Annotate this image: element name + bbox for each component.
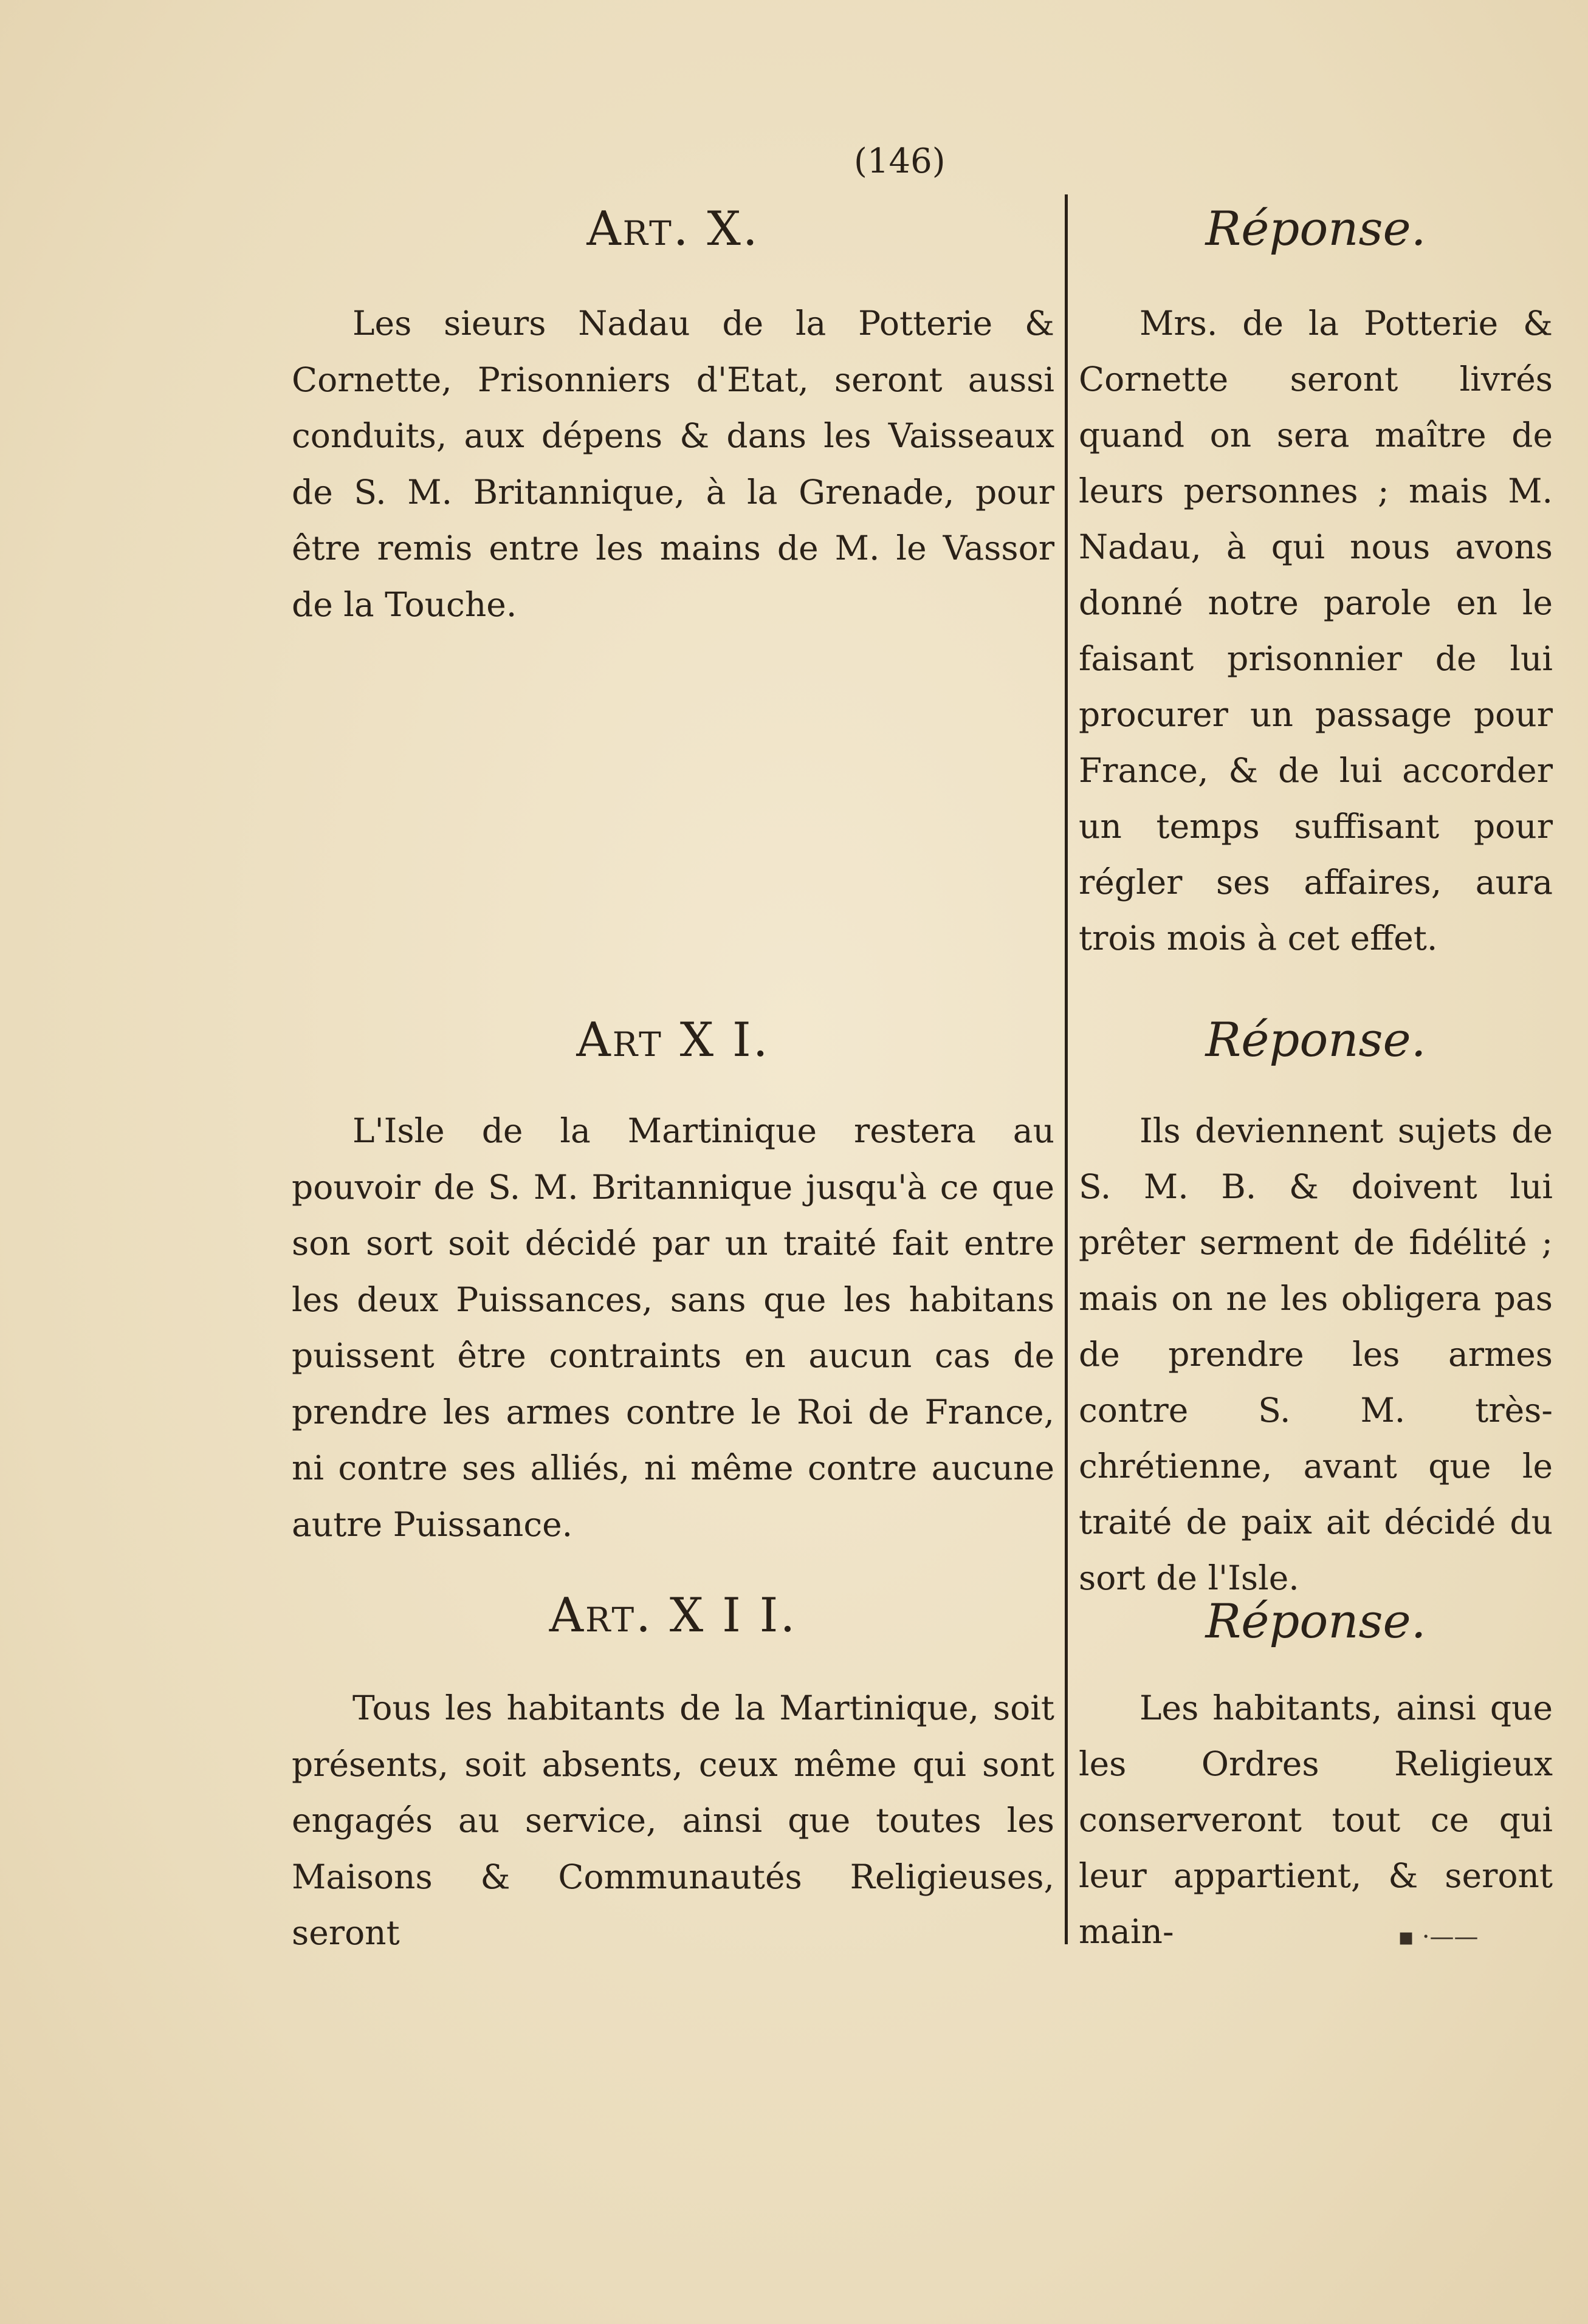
- articles-column: [292, 182, 1054, 1956]
- reply-11-heading: Réponse.: [1205, 1013, 1426, 1068]
- article-11-text: L'Isle de la Martinique restera au pouvoir de S. M. Britannique jusqu'à ce que son sort soit décidé par un traité fait entre les deux Puissances, sans que les habitans puissent être contraints en aucun cas de prendre les armes contre le Roi de France, ni contre ses alliés, ni même contre aucune autre Puissance.: [292, 1111, 1054, 1544]
- reply-10-heading: Réponse.: [1205, 202, 1426, 256]
- page-number: (146): [854, 142, 946, 181]
- column-divider: [1065, 194, 1068, 1944]
- reply-10-text: Mrs. de la Potterie & Cornette seront livrés quand on sera maître de leurs personnes ; mais M. Nadau, à qui nous avons donné notre parole en le faisant prisonnier de lui procurer un passage pour France, & de lui accorder un temps suffisant pour régler ses affaires, aura trois mois à cet effet.: [1079, 304, 1553, 958]
- reply-12-text: Les habitants, ainsi que les Ordres Religieux conserveront tout ce qui leur appartient, & seront main-: [1079, 1688, 1553, 1951]
- article-11-heading: Art X I.: [576, 1013, 770, 1068]
- reply-12-heading: Réponse.: [1205, 1594, 1426, 1649]
- replies-column: [1079, 182, 1553, 1956]
- reply-11-text: Ils deviennent sujets de S. M. B. & doivent lui prêter serment de fidélité ; mais on ne les obligera pas de prendre les armes contre S. M. très-chrétienne, avant que le traité de paix ait décidé du sort de l'Isle.: [1079, 1111, 1553, 1597]
- article-10-text: Les sieurs Nadau de la Potterie & Cornette, Prisonniers d'Etat, seront aussi conduits, aux dépens & dans les Vaisseaux de S. M. Britannique, à la Grenade, pour être remis entre les mains de M. le Vassor de la Touche.: [292, 304, 1054, 624]
- catchword-mark: ▪ ·——: [1398, 1923, 1479, 1951]
- article-12-text: Tous les habitants de la Martinique, soit présents, soit absents, ceux même qui sont engagés au service, ainsi que toutes les Maisons & Communautés Religieuses, seront: [292, 1688, 1054, 1952]
- article-12-heading: Art. X I I.: [549, 1588, 797, 1643]
- article-10-heading: Art. X.: [586, 202, 760, 256]
